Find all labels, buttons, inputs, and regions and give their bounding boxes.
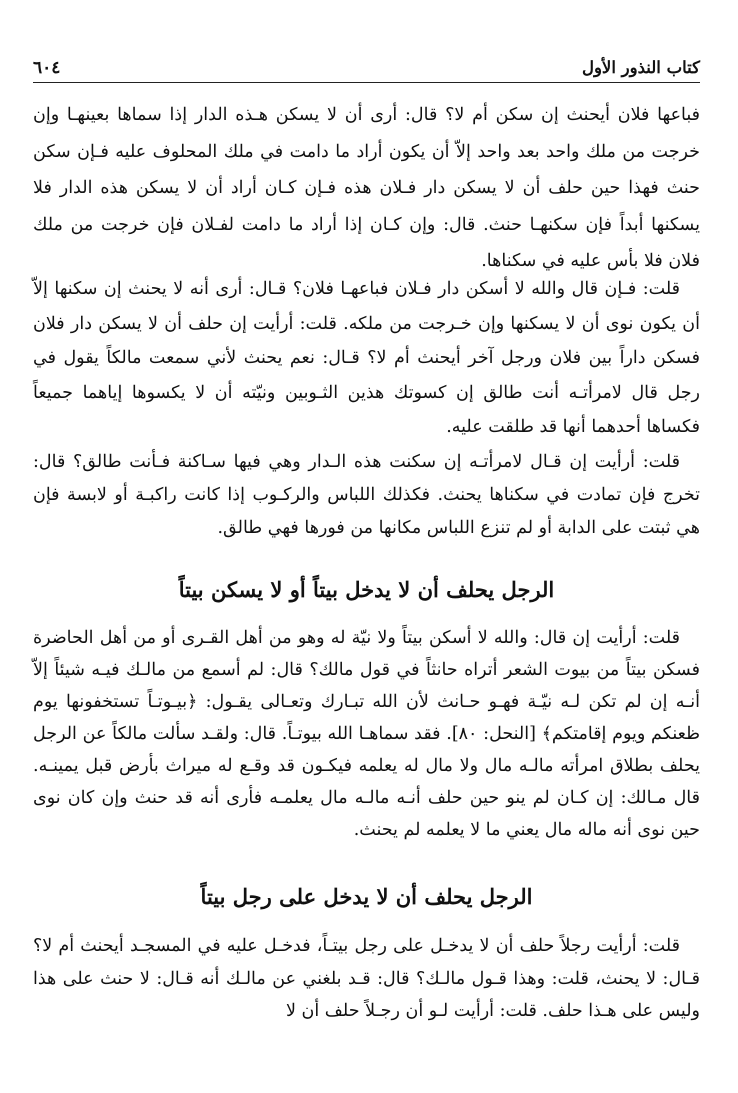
running-header [33,56,700,83]
section-1-text: قلت: أرأيت إن قال: والله لا أسكن بيتاً ولا نيّة له وهو من أهل القـرى أو من أهل الحاضرة فسكن بيتاً من بيوت الشعر أتراه حانثاً في قول مالك؟ قال: لم أسمع من مالـك فيـه شيئاً إلاّ أنـه إن لم تكن لـه نيّـة فهـو حـانث لأن الله تبـارك وتعـالى يقـول: ﴿بيـوتـاً تستخفونها يوم ظعنكم ويوم إقامتكم﴾ [النحل: ٨٠]. فقد سماهـا الله بيوتـاً. قال: ولقـد سألت مالكاً عن الرجل يحلف بطلاق امرأته مالـه مال ولا مال له يعلمه فيكـون قد وقـع له ميراث بأرض قبل يمينـه. قال مـالك: إن كـان لم ينو حين حلف أنـه مالـه مال يعلمـه فأرى أنه قد حنث وإن كان نوى حين نوى أنه ماله مال يعني ما لا يعلمه لم يحنث. [33,628,700,840]
page-number: ٦٠٤ [33,58,61,78]
paragraph-3: قلت: أرأيت إن قـال لامرأتـه إن سكنت هذه الـدار وهي فيها سـاكنة فـأنت طالق؟ قال: تخرج فإن تمادت في سكناها يحنث. فكذلك اللباس والركـوب إذا كانت راكبـة أو لابسة فإن هي ثبتت على الدابة أو لم تنزع اللباس مكانها من فورها فهي طالق. [33,452,700,538]
section-heading-1: الرجل يحلف أن لا يدخل بيتاً أو لا يسكن بيتاً [178,577,555,602]
running-title: كتاب النذور الأول [581,58,700,77]
section-2-text: قلت: أرأيت رجلاً حلف أن لا يدخـل على رجل بيتـاً، فدخـل عليه في المسجـد أيحنث أم لا؟ قـال: لا يحنث، قلت: وهذا قـول مالـك؟ قال: قـد بلغني عن مالـك أنه قـال: لا حنث على هذا وليس على هـذا حلف. قلت: أرأيت لـو أن رجـلاً حلف أن لا [33,936,700,1021]
section-heading-2: الرجل يحلف أن لا يدخل على رجل بيتاً [200,884,533,909]
paragraph-1: فباعها فلان أيحنث إن سكن أم لا؟ قال: أرى أن لا يسكن هـذه الدار إذا سماها بعينهـا وإن خرجت من ملك واحد بعد واحد إلاّ أن يكون أراد ما دامت في ملك المحلوف عليه فـإن سكن حنث فهذا حين حلف أن لا يسكن دار فـلان هذه فـإن كـان أراد أن لا يسكن هذه الدار فلا يسكنها أبداً فإن سكنهـا حنث. قال: وإن كـان إذا أراد ما دامت لفـلان فإن خرجت من ملك فلان فلا بأس عليه في سكناها. [33,105,700,271]
paragraph-2: قلت: فـإن قال والله لا أسكن دار فـلان فباعهـا فلان؟ قـال: أرى أنه لا يحنث إن سكنها إلاّ أن يكون نوى أن لا يسكنها وإن خـرجت من ملكه. قلت: أرأيت إن حلف أن لا يسكن دار فلان فسكن داراً بين فلان ورجل آخر أيحنث أم لا؟ قـال: نعم يحنث لأني سمعت مالكاً يقول في رجل قال لامرأتـه أنت طالق إن كسوتك هذين الثـوبين ونيّته أن لا يكسوها إياهما جميعاً فكساها أحدهما أنها قد طلقت عليه. [33,279,700,437]
